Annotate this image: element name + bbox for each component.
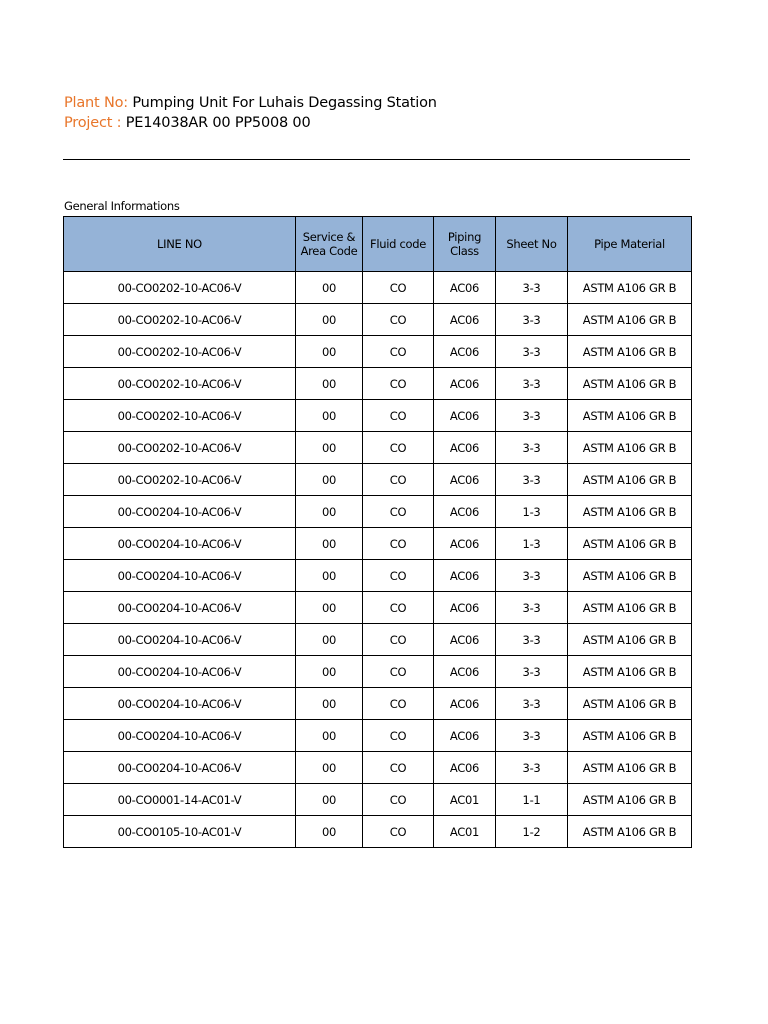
table-header-row <box>64 217 692 272</box>
service-area-code-cell: 00 <box>296 272 363 304</box>
fluid-code-cell: CO <box>363 336 434 368</box>
fluid-code-cell: CO <box>363 816 434 848</box>
fluid-code-cell: CO <box>363 656 434 688</box>
fluid-code-cell: CO <box>363 560 434 592</box>
piping-class-cell: AC06 <box>434 752 496 784</box>
sheet-no-cell: 3-3 <box>496 624 568 656</box>
pipe-material-cell: ASTM A106 GR B <box>568 752 692 784</box>
sheet-no-cell: 3-3 <box>496 272 568 304</box>
fluid-code-cell: CO <box>363 368 434 400</box>
table-row <box>64 432 692 464</box>
sheet-no-cell: 3-3 <box>496 592 568 624</box>
piping-class-cell: AC01 <box>434 816 496 848</box>
piping-class-cell: AC06 <box>434 720 496 752</box>
sheet-no-cell: 3-3 <box>496 336 568 368</box>
line-no-cell: 00-CO0204-10-AC06-V <box>64 688 296 720</box>
piping-class-cell: AC06 <box>434 336 496 368</box>
piping-class-cell: AC06 <box>434 400 496 432</box>
plant-value: Pumping Unit For Luhais Degassing Station <box>132 95 437 111</box>
line-no-cell: 00-CO0204-10-AC06-V <box>64 560 296 592</box>
service-area-code-cell: 00 <box>296 368 363 400</box>
table-row <box>64 784 692 816</box>
fluid-code-cell: CO <box>363 624 434 656</box>
fluid-code-cell: CO <box>363 304 434 336</box>
section-title: General Informations <box>64 199 180 213</box>
table-row <box>64 528 692 560</box>
pipe-material-cell: ASTM A106 GR B <box>568 496 692 528</box>
fluid-code-cell: CO <box>363 400 434 432</box>
service-area-code-cell: 00 <box>296 624 363 656</box>
table-row <box>64 304 692 336</box>
service-area-code-cell: 00 <box>296 528 363 560</box>
piping-class-cell: AC06 <box>434 368 496 400</box>
line-no-cell: 00-CO0204-10-AC06-V <box>64 624 296 656</box>
line-no-cell: 00-CO0105-10-AC01-V <box>64 816 296 848</box>
fluid-code-cell: CO <box>363 592 434 624</box>
table-row <box>64 752 692 784</box>
fluid-code-cell: CO <box>363 528 434 560</box>
service-area-code-cell: 00 <box>296 336 363 368</box>
line-no-cell: 00-CO0202-10-AC06-V <box>64 336 296 368</box>
sheet-no-cell: 3-3 <box>496 432 568 464</box>
column-header-pipe-material: Pipe Material <box>568 217 692 272</box>
line-no-cell: 00-CO0202-10-AC06-V <box>64 368 296 400</box>
fluid-code-cell: CO <box>363 432 434 464</box>
line-no-cell: 00-CO0001-14-AC01-V <box>64 784 296 816</box>
sheet-no-cell: 1-1 <box>496 784 568 816</box>
project-label: Project : <box>64 115 122 131</box>
column-header-fluid-code: Fluid code <box>363 217 434 272</box>
sheet-no-cell: 3-3 <box>496 656 568 688</box>
table-row <box>64 720 692 752</box>
column-header-sheet-no: Sheet No <box>496 217 568 272</box>
service-area-code-cell: 00 <box>296 464 363 496</box>
table-row <box>64 336 692 368</box>
fluid-code-cell: CO <box>363 464 434 496</box>
table-row <box>64 592 692 624</box>
fluid-code-cell: CO <box>363 720 434 752</box>
line-no-cell: 00-CO0202-10-AC06-V <box>64 464 296 496</box>
service-area-code-cell: 00 <box>296 496 363 528</box>
line-no-cell: 00-CO0202-10-AC06-V <box>64 304 296 336</box>
table-row <box>64 272 692 304</box>
table-row <box>64 464 692 496</box>
column-header-service-area-code: Service & Area Code <box>296 217 363 272</box>
pipe-material-cell: ASTM A106 GR B <box>568 528 692 560</box>
fluid-code-cell: CO <box>363 272 434 304</box>
sheet-no-cell: 3-3 <box>496 368 568 400</box>
table-body <box>64 272 692 848</box>
line-no-cell: 00-CO0204-10-AC06-V <box>64 528 296 560</box>
fluid-code-cell: CO <box>363 784 434 816</box>
piping-class-cell: AC06 <box>434 528 496 560</box>
line-no-cell: 00-CO0202-10-AC06-V <box>64 272 296 304</box>
table-row <box>64 368 692 400</box>
fluid-code-cell: CO <box>363 752 434 784</box>
service-area-code-cell: 00 <box>296 560 363 592</box>
service-area-code-cell: 00 <box>296 688 363 720</box>
piping-class-cell: AC06 <box>434 496 496 528</box>
line-no-cell: 00-CO0204-10-AC06-V <box>64 752 296 784</box>
service-area-code-cell: 00 <box>296 400 363 432</box>
service-area-code-cell: 00 <box>296 432 363 464</box>
pipe-material-cell: ASTM A106 GR B <box>568 304 692 336</box>
pipe-material-cell: ASTM A106 GR B <box>568 656 692 688</box>
line-no-cell: 00-CO0204-10-AC06-V <box>64 496 296 528</box>
pipe-material-cell: ASTM A106 GR B <box>568 400 692 432</box>
pipe-material-cell: ASTM A106 GR B <box>568 720 692 752</box>
column-header-piping-class: Piping Class <box>434 217 496 272</box>
document-header <box>64 93 437 133</box>
sheet-no-cell: 3-3 <box>496 720 568 752</box>
piping-class-cell: AC01 <box>434 784 496 816</box>
fluid-code-cell: CO <box>363 496 434 528</box>
pipe-material-cell: ASTM A106 GR B <box>568 336 692 368</box>
service-area-code-cell: 00 <box>296 304 363 336</box>
piping-class-cell: AC06 <box>434 656 496 688</box>
service-area-code-cell: 00 <box>296 720 363 752</box>
piping-class-cell: AC06 <box>434 432 496 464</box>
piping-class-cell: AC06 <box>434 464 496 496</box>
sheet-no-cell: 3-3 <box>496 752 568 784</box>
table-row <box>64 496 692 528</box>
line-no-cell: 00-CO0204-10-AC06-V <box>64 720 296 752</box>
pipe-material-cell: ASTM A106 GR B <box>568 624 692 656</box>
service-area-code-cell: 00 <box>296 752 363 784</box>
sheet-no-cell: 1-3 <box>496 528 568 560</box>
pipe-material-cell: ASTM A106 GR B <box>568 560 692 592</box>
piping-class-cell: AC06 <box>434 592 496 624</box>
pipe-material-cell: ASTM A106 GR B <box>568 784 692 816</box>
pipe-material-cell: ASTM A106 GR B <box>568 592 692 624</box>
piping-class-cell: AC06 <box>434 688 496 720</box>
sheet-no-cell: 1-2 <box>496 816 568 848</box>
plant-label: Plant No: <box>64 95 128 111</box>
sheet-no-cell: 3-3 <box>496 560 568 592</box>
project-value: PE14038AR 00 PP5008 00 <box>125 115 311 131</box>
table-row <box>64 656 692 688</box>
pipe-material-cell: ASTM A106 GR B <box>568 816 692 848</box>
plant-line <box>64 93 437 113</box>
line-no-cell: 00-CO0202-10-AC06-V <box>64 432 296 464</box>
sheet-no-cell: 1-3 <box>496 496 568 528</box>
service-area-code-cell: 00 <box>296 784 363 816</box>
pipe-material-cell: ASTM A106 GR B <box>568 272 692 304</box>
sheet-no-cell: 3-3 <box>496 400 568 432</box>
sheet-no-cell: 3-3 <box>496 304 568 336</box>
line-list-table <box>63 216 692 848</box>
pipe-material-cell: ASTM A106 GR B <box>568 464 692 496</box>
pipe-material-cell: ASTM A106 GR B <box>568 432 692 464</box>
sheet-no-cell: 3-3 <box>496 464 568 496</box>
column-header-line-no: LINE NO <box>64 217 296 272</box>
line-no-cell: 00-CO0204-10-AC06-V <box>64 592 296 624</box>
header-divider <box>63 159 690 160</box>
project-line <box>64 113 437 133</box>
piping-class-cell: AC06 <box>434 272 496 304</box>
fluid-code-cell: CO <box>363 688 434 720</box>
line-no-cell: 00-CO0204-10-AC06-V <box>64 656 296 688</box>
service-area-code-cell: 00 <box>296 656 363 688</box>
service-area-code-cell: 00 <box>296 592 363 624</box>
service-area-code-cell: 00 <box>296 816 363 848</box>
table-row <box>64 688 692 720</box>
table-row <box>64 624 692 656</box>
piping-class-cell: AC06 <box>434 304 496 336</box>
table-row <box>64 400 692 432</box>
piping-class-cell: AC06 <box>434 624 496 656</box>
pipe-material-cell: ASTM A106 GR B <box>568 688 692 720</box>
sheet-no-cell: 3-3 <box>496 688 568 720</box>
piping-class-cell: AC06 <box>434 560 496 592</box>
table-row <box>64 560 692 592</box>
pipe-material-cell: ASTM A106 GR B <box>568 368 692 400</box>
line-no-cell: 00-CO0202-10-AC06-V <box>64 400 296 432</box>
table-row <box>64 816 692 848</box>
